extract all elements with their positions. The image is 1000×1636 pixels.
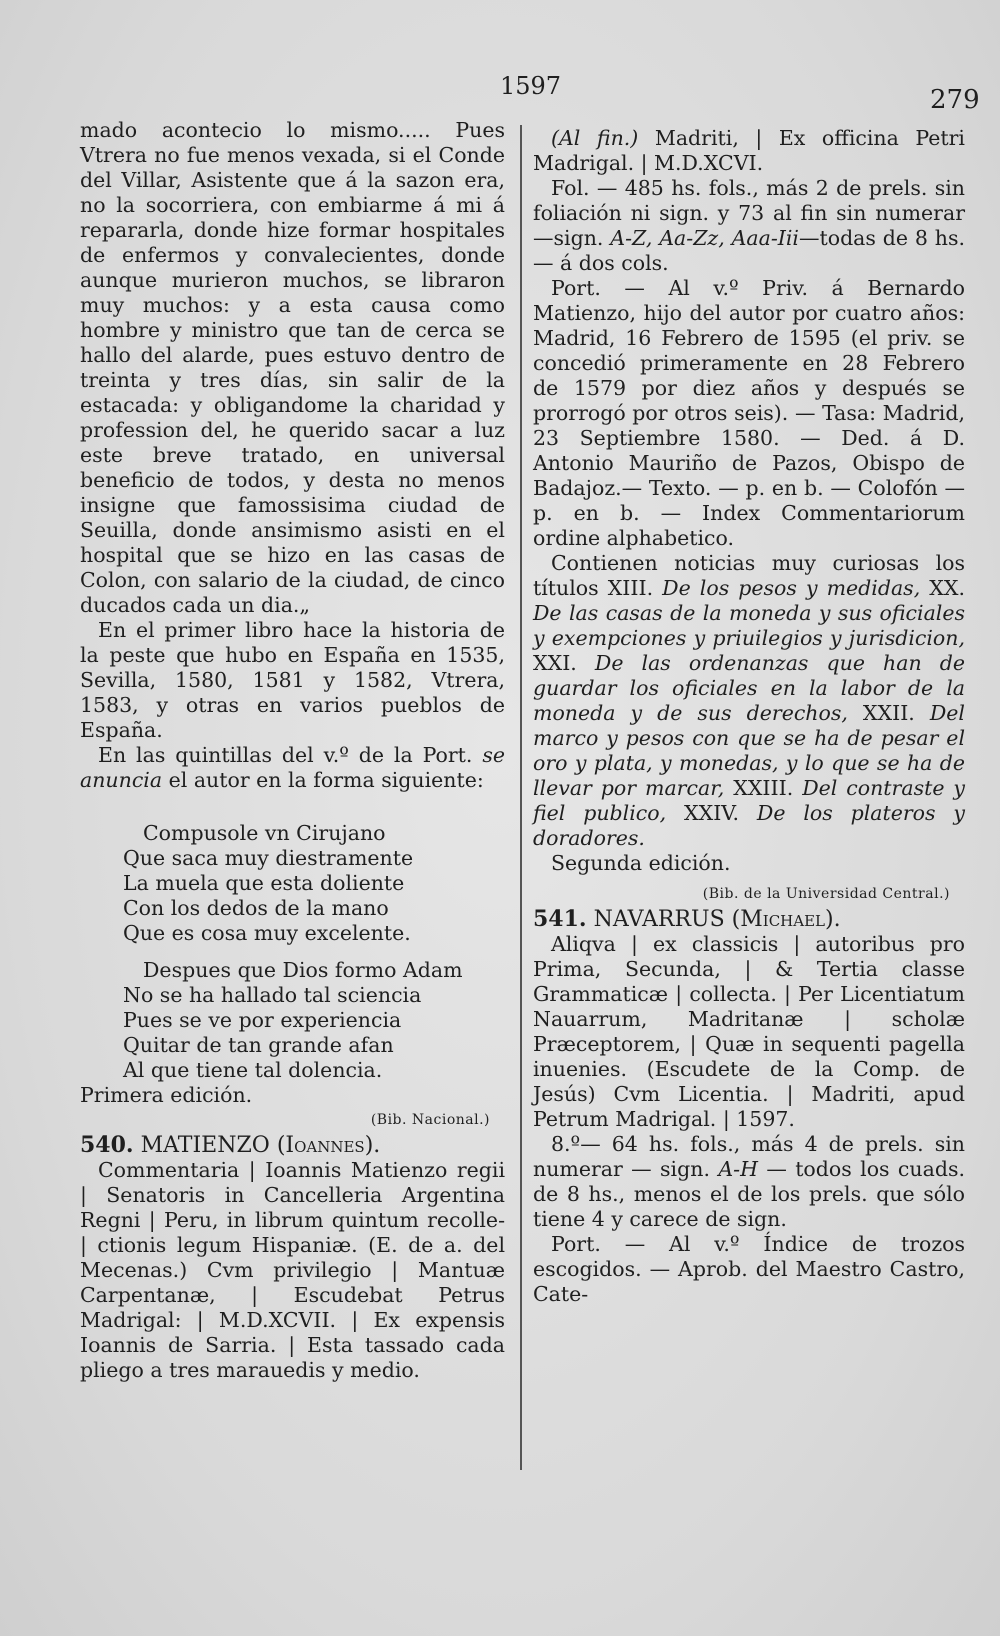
contents-description: Port. — Al v.º Índice de trozos escogidos. — Aprob. del Maestro Castro, Cate- <box>533 1232 965 1306</box>
right-column <box>533 126 965 1307</box>
verse-line: Quitar de tan grande afan <box>123 1033 394 1057</box>
page-number: 279 <box>930 85 980 115</box>
verse-line: Despues que Dios formo Adam <box>143 958 463 982</box>
verse-line: Que es cosa muy excelente. <box>123 921 411 945</box>
entry-heading-540 <box>80 1133 505 1158</box>
notes-paragraph: Contienen noticias muy curiosas los títulos XIII. De los pesos y medidas, XX. De las casas de la moneda y sus oficiales y exempciones y priuilegios y jurisdicion, XXI. De las ordenanzas que han de guardar los oficiales en la labor de la moneda y de sus derechos, XXII. Del marco y pesos con que se ha de pesar el oro y plata, y monedas, y lo que se ha de llevar por marcar, XXIII. Del contraste y fiel publico, XXIV. De los plateros y doradores. <box>533 551 965 850</box>
colophon: (Al fin.) Madriti, | Ex officina Petri Madrigal. | M.D.XCVI. <box>533 126 965 175</box>
physical-description: 8.º— 64 hs. fols., más 4 de prels. sin numerar — sign. A-H — todos los cuads. de 8 hs., menos el de los prels. que sólo tiene 4 y carece de sign. <box>533 1132 965 1231</box>
edition-note: Segunda edición. <box>551 851 731 875</box>
verse-line: Al que tiene tal dolencia. <box>123 1058 383 1082</box>
library-reference: (Bib. de la Universidad Central.) <box>702 886 950 902</box>
edition-note: Primera edición. <box>80 1083 253 1107</box>
verse-line: Compusole vn Cirujano <box>143 821 386 845</box>
verse-stanza-1 <box>123 821 505 946</box>
entry-author: MATIENZO <box>140 1133 270 1158</box>
entry-title: Aliqva | ex classicis | autoribus pro Prima, Secunda, | & Tertia classe Grammaticæ | collecta. | Per Licentiatum Nauarrum, Madritanæ | scholæ Præceptorem, | Quæ in sequenti pagella inuenies. (Escudete de la Comp. de Jesús) Cvm Licentia. | Madriti, apud Petrum Madrigal. | 1597. <box>533 932 965 1131</box>
entry-number: 540. <box>80 1132 134 1158</box>
page-year: 1597 <box>500 72 562 100</box>
verse-stanza-2 <box>123 958 505 1083</box>
contents-description: Port. — Al v.º Priv. á Bernardo Matienzo, hijo del autor por cuatro años: Madrid, 16 Febrero de 1595 (el priv. se concedió primeramente en 28 Febrero de 1579 por diez años y después se prorrogó por otros seis). — Tasa: Madrid, 23 Septiembre 1580. — Ded. á D. Antonio Mauriño de Pazos, Obispo de Badajoz.— Texto. — p. en b. — Colofón — p. en b. — Index Commentariorum ordine alphabetico. <box>533 276 965 550</box>
paragraph: En las quintillas del v.º de la Port. se anuncia el autor en la forma siguiente: <box>80 743 505 792</box>
verse-line: Pues se ve por experiencia <box>123 1008 402 1032</box>
verse-line: Que saca muy diestramente <box>123 846 414 870</box>
left-column <box>80 118 505 1383</box>
entry-author: NAVARRUS <box>593 907 725 932</box>
verse-line: La muela que esta doliente <box>123 871 405 895</box>
library-reference: (Bib. Nacional.) <box>370 1112 490 1128</box>
paragraph: En el primer libro hace la historia de la peste que hubo en España en 1535, Sevilla, 1580, 1581 y 1582, Vtrera, 1583, y otras en varios pueblos de España. <box>80 618 505 742</box>
verse-line: No se ha hallado tal sciencia <box>123 983 422 1007</box>
entry-heading-541 <box>533 907 965 932</box>
column-divider <box>520 125 522 1470</box>
physical-description: Fol. — 485 hs. fols., más 2 de prels. sin foliación ni sign. y 73 al fin sin numerar —sign. A-Z, Aa-Zz, Aaa-Iii—todas de 8 hs. — á dos cols. <box>533 176 965 275</box>
entry-number: 541. <box>533 906 587 932</box>
entry-author-first-name: (Ioannes). <box>276 1133 381 1158</box>
entry-author-first-name: (Michael). <box>731 907 841 932</box>
entry-title: Commentaria | Ioannis Matienzo regii | Senatoris in Cancelleria Argentina Regni | Peru, in librum quintum recolle- | ctionis legum Hispaniæ. (E. de a. del Mecenas.) Cvm privilegio | Mantuæ Carpentanæ, | Escudebat Petrus Madrigal: | M.D.XCVII. | Ex expensis Ioannis de Sarria. | Esta tassado cada pliego a tres marauedis y medio. <box>80 1158 505 1382</box>
verse-line: Con los dedos de la mano <box>123 896 389 920</box>
paragraph: mado acontecio lo mismo..... Pues Vtrera no fue menos vexada, si el Conde del Villar, Asistente que á la sazon era, no la socorriera, con embiarme á mi á repararla, donde hize formar hospitales de enfermos y convalecientes, donde aunque murieron muchos, se libraron muy muchos: y a esta causa como hombre y ministro que tan de cerca se hallo del alarde, pues estuvo dentro de treinta y tres días, sin salir de la estacada: y obligandome la charidad y profession del, he querido sacar a luz este breve tratado, en universal beneficio de todos, y desta no menos insigne que famossisima ciudad de Seuilla, donde ansimismo asisti en el hospital que se hizo en las casas de Colon, con salario de la ciudad, de cinco ducados cada un dia.„ <box>80 118 505 617</box>
